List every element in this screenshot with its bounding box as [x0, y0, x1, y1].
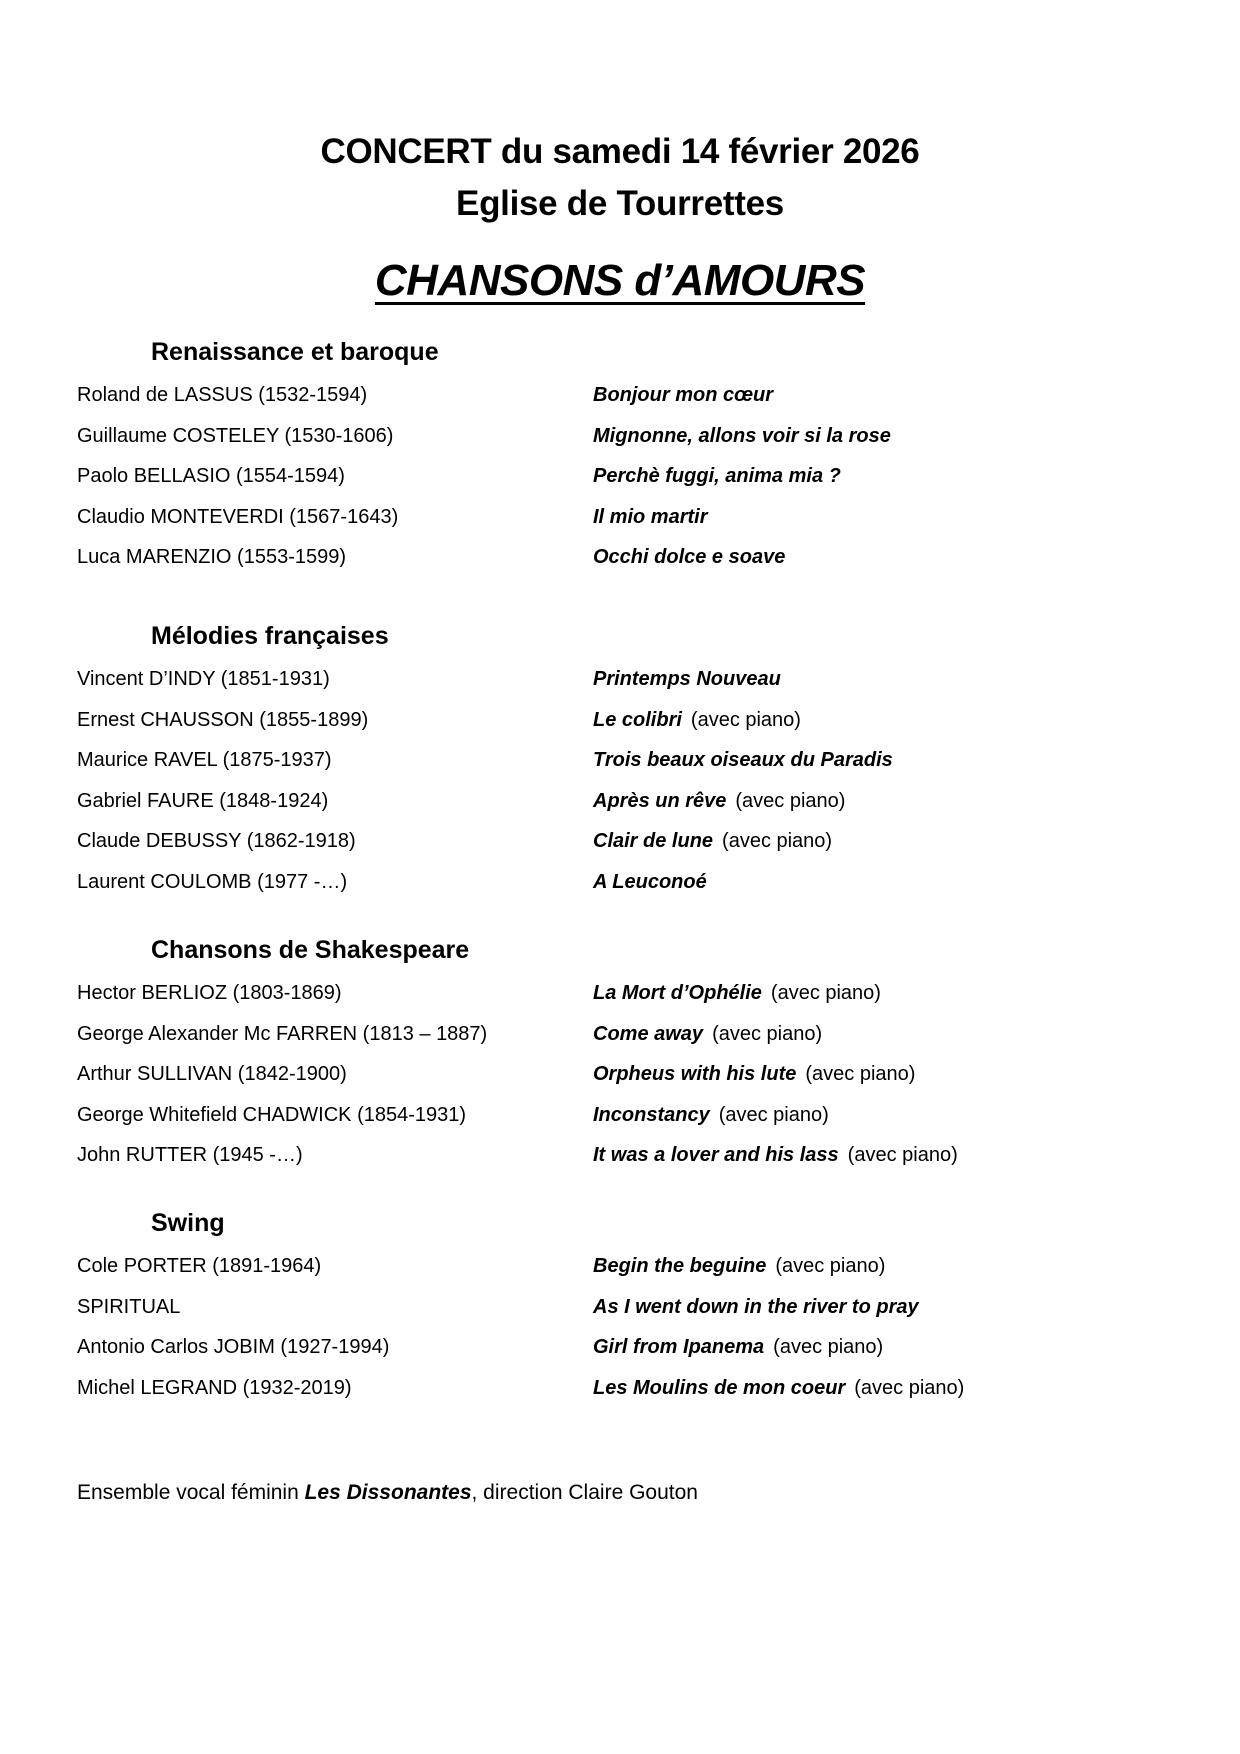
section-title: Renaissance et baroque: [151, 338, 439, 366]
composer-name: Paolo BELLASIO (1554-1594): [77, 465, 345, 487]
work-title: A Leuconoé: [593, 870, 707, 893]
work: [593, 506, 707, 529]
program-item: [0, 790, 1240, 830]
work: [593, 465, 841, 488]
composer-name: Maurice RAVEL (1875-1937): [77, 749, 332, 771]
work-note: (avec piano): [847, 1144, 958, 1166]
work: [593, 749, 893, 772]
work-note: (avec piano): [805, 1063, 916, 1085]
ensemble-credit-prefix: Ensemble vocal féminin: [77, 1481, 305, 1504]
work-title: La Mort d’Ophélie: [593, 982, 762, 1004]
work-note: (avec piano): [712, 1022, 823, 1045]
program-item: [0, 1063, 1240, 1103]
program-item: [0, 1023, 1240, 1063]
work-note: (avec piano): [773, 1336, 884, 1358]
program-item: [0, 1104, 1240, 1144]
program-item: [0, 1296, 1240, 1336]
work: [593, 1377, 964, 1400]
program-item: [0, 982, 1240, 1022]
work: [593, 982, 881, 1005]
work-title: Inconstancy: [593, 1103, 710, 1126]
composer-name: Guillaume COSTELEY (1530-1606): [77, 424, 394, 447]
work-note: (avec piano): [718, 1103, 829, 1126]
program-item: [0, 830, 1240, 870]
program-item: [0, 384, 1240, 424]
program-item: [0, 668, 1240, 708]
work-title: Il mio martir: [593, 505, 708, 528]
program-item: [0, 1144, 1240, 1184]
composer-name: Laurent COULOMB (1977 -…): [77, 870, 348, 893]
work-title: Orpheus with his lute: [593, 1063, 797, 1085]
composer-name: Antonio Carlos JOBIM (1927-1994): [77, 1336, 390, 1358]
composer-name: Hector BERLIOZ (1803-1869): [77, 982, 342, 1004]
work: [593, 425, 891, 448]
program-item: [0, 1336, 1240, 1376]
work-title: Begin the beguine: [593, 1255, 767, 1277]
work: [593, 830, 832, 853]
program-item: [0, 1255, 1240, 1295]
section-title: Mélodies françaises: [151, 622, 389, 650]
work-title: Bonjour mon cœur: [593, 384, 773, 406]
program-item: [0, 871, 1240, 911]
work-title: Perchè fuggi, anima mia ?: [593, 465, 841, 487]
work: [593, 1336, 883, 1359]
composer-name: Cole PORTER (1891-1964): [77, 1255, 322, 1277]
work: [593, 1104, 829, 1127]
work-title: Come away: [593, 1022, 704, 1045]
work-note: (avec piano): [722, 830, 833, 852]
ensemble-name: Les Dissonantes: [304, 1481, 472, 1504]
composer-name: Roland de LASSUS (1532-1594): [77, 384, 368, 406]
program-item: [0, 749, 1240, 789]
ensemble-credit: [77, 1481, 698, 1505]
work-note: (avec piano): [770, 982, 881, 1004]
composer-name: Arthur SULLIVAN (1842-1900): [77, 1063, 347, 1085]
work-note: (avec piano): [690, 708, 801, 731]
work-title: Clair de lune: [593, 830, 714, 852]
work-title: Occhi dolce e soave: [593, 546, 786, 568]
work-note: (avec piano): [854, 1376, 965, 1399]
main-heading-text: CHANSONS d’AMOURS: [374, 256, 866, 305]
composer-name: John RUTTER (1945 -…): [77, 1144, 303, 1166]
composer-name: Vincent D’INDY (1851-1931): [77, 668, 330, 690]
work: [593, 1296, 919, 1319]
composer-name: Ernest CHAUSSON (1855-1899): [77, 708, 369, 731]
composer-name: Luca MARENZIO (1553-1599): [77, 546, 347, 568]
work-title: As I went down in the river to pray: [593, 1295, 919, 1318]
program-item: [0, 425, 1240, 465]
main-heading: [0, 256, 1240, 306]
work: [593, 1255, 885, 1278]
composer-name: Michel LEGRAND (1932-2019): [77, 1376, 352, 1399]
work: [593, 871, 707, 894]
work: [593, 384, 773, 407]
work: [593, 1023, 822, 1046]
composer-name: George Alexander Mc FARREN (1813 – 1887): [77, 1022, 488, 1045]
venue-title: Eglise de Tourrettes: [456, 184, 784, 223]
work-note: (avec piano): [735, 789, 846, 812]
work-title: Après un rêve: [593, 789, 727, 812]
composer-name: Claudio MONTEVERDI (1567-1643): [77, 505, 399, 528]
program-item: [0, 709, 1240, 749]
program-item: [0, 465, 1240, 505]
work: [593, 546, 785, 569]
work-title: Printemps Nouveau: [593, 668, 781, 690]
work: [593, 790, 845, 813]
work-title: It was a lover and his lass: [593, 1144, 839, 1166]
work-title: Girl from Ipanema: [593, 1336, 765, 1358]
work: [593, 1063, 915, 1086]
work: [593, 709, 801, 732]
work-note: (avec piano): [775, 1255, 886, 1277]
work-title: Le colibri: [593, 708, 682, 731]
program-item: [0, 546, 1240, 586]
work-title: Mignonne, allons voir si la rose: [593, 424, 891, 447]
work-title: Trois beaux oiseaux du Paradis: [593, 749, 893, 771]
program-item: [0, 506, 1240, 546]
composer-name: Claude DEBUSSY (1862-1918): [77, 830, 356, 852]
ensemble-credit-suffix: , direction Claire Gouton: [471, 1481, 698, 1504]
section-title: Swing: [151, 1209, 225, 1237]
composer-name: George Whitefield CHADWICK (1854-1931): [77, 1103, 467, 1126]
work-title: Les Moulins de mon coeur: [593, 1376, 846, 1399]
concert-date-title: CONCERT du samedi 14 février 2026: [320, 132, 920, 171]
program-item: [0, 1377, 1240, 1417]
work: [593, 668, 781, 691]
composer-name: SPIRITUAL: [77, 1295, 181, 1318]
work: [593, 1144, 958, 1167]
section-title: Chansons de Shakespeare: [151, 936, 470, 964]
composer-name: Gabriel FAURE (1848-1924): [77, 789, 329, 812]
